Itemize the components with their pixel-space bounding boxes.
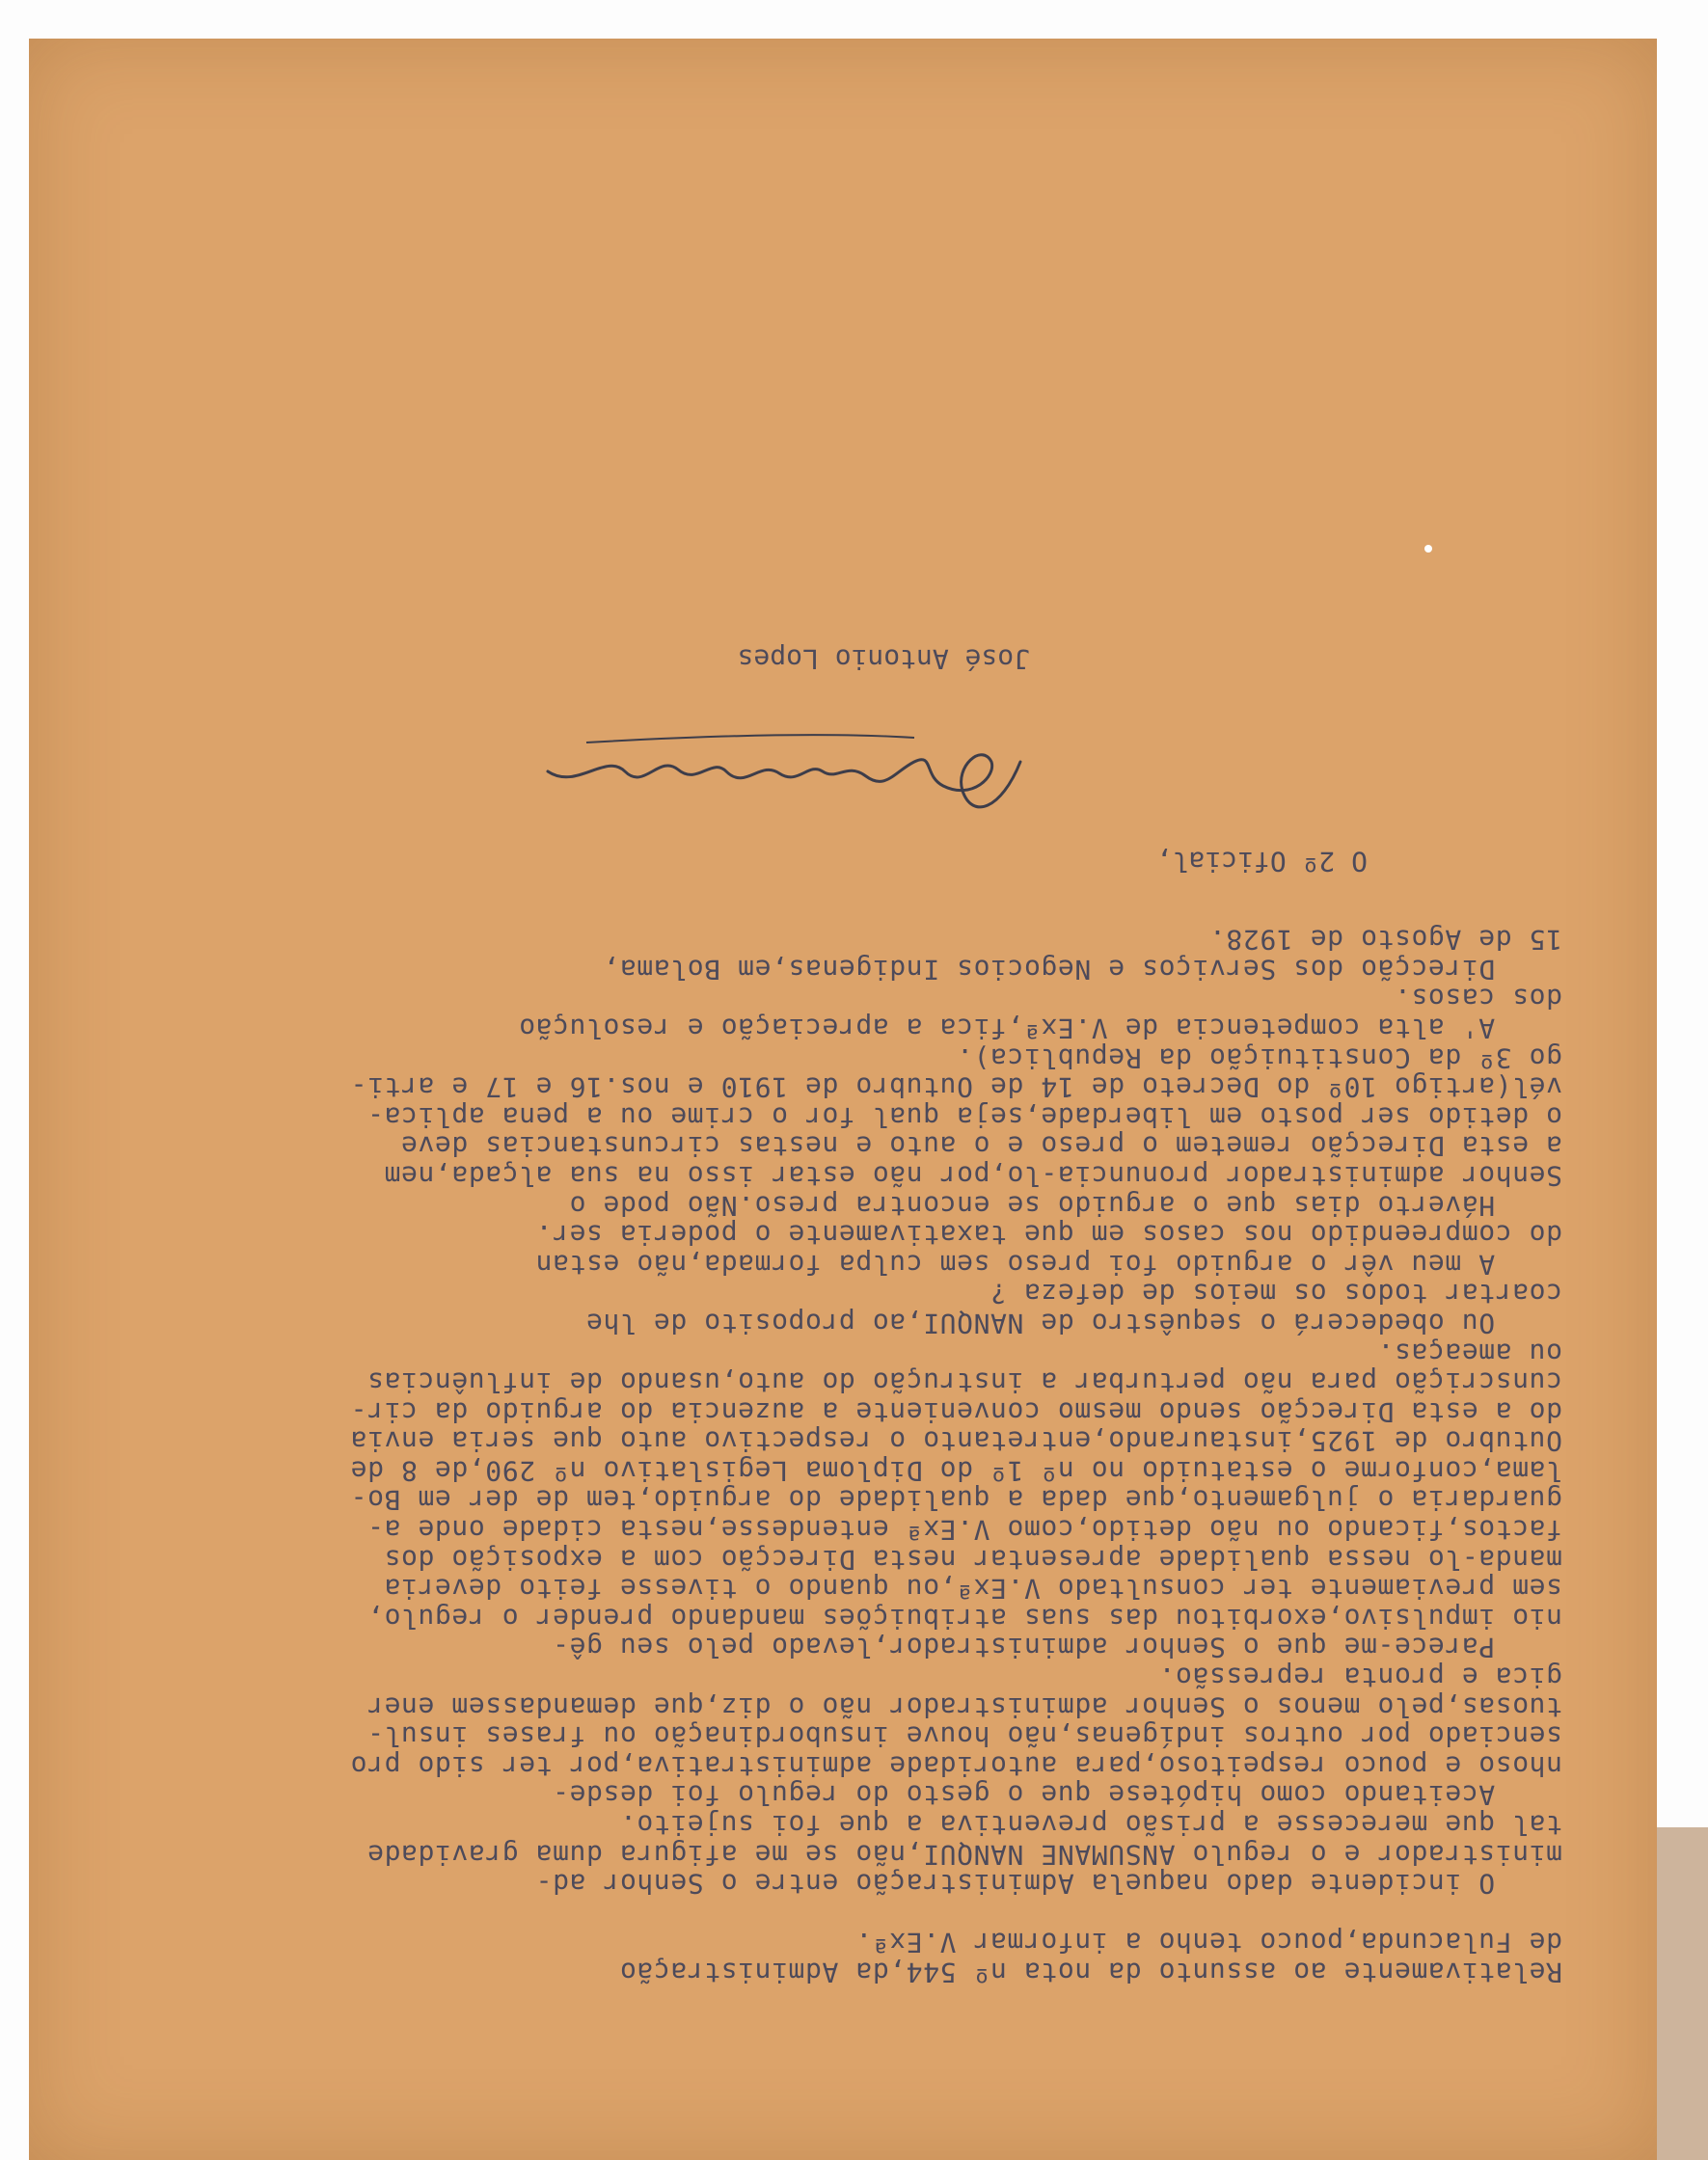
- text-line: lama,conforme o estatuido no nº 1º do Diploma Legislativo nº 290,de 8 de: [350, 1454, 1562, 1487]
- text-line: sem previamente ter consultado V.Exª,ou quando o tivesse feito deveria: [383, 1573, 1562, 1606]
- text-line: coartar todos os meios de defeza ?: [990, 1278, 1562, 1310]
- text-line: go 3º da Constituição da Republica).: [956, 1041, 1562, 1074]
- text-line: Direcção dos Serviços e Negocios Indigenas,em Bolama,: [602, 953, 1562, 986]
- letter-body: [58, 925, 1562, 1986]
- text-line: a esta Direcção remetem o preso e o auto e nestas circunstancias deve: [400, 1130, 1562, 1163]
- text-line: Ou obedecerá o sequêstro de NANQUI,ao proposito de lhe: [585, 1307, 1562, 1339]
- text-line: tal que merecesse a prisão preventiva a que foi sujeito.: [619, 1809, 1562, 1842]
- document-page: [29, 39, 1657, 2160]
- text-line: do compreendido nos casos em que taxativamente o poderia ser.: [535, 1219, 1562, 1252]
- text-line: de Fulacunda,pouco tenho a informar V.Exª.: [854, 1927, 1562, 1959]
- signatory-rank: O 2º Oficial,: [1155, 846, 1368, 878]
- handwritten-signature: [529, 714, 1030, 829]
- text-line: nio impulsivo,exorbitou das suas atribuições mandando prender o regulo,: [366, 1602, 1562, 1634]
- text-line: nhoso e pouco respeitoso,para autoridade administrativa,por ter sido pro: [350, 1749, 1562, 1782]
- paper-corner: [1649, 1827, 1708, 2160]
- text-line: do a esta Direcção sendo mesmo conveniente a auzencia do arguido da cir-: [350, 1395, 1562, 1428]
- text-line: vél(artigo 10º do Decreto de 14 de Outubro de 1910 e nos.16 e 17 e arti-: [350, 1071, 1562, 1104]
- text-line: A' alta competencia de V.Exª,fica a apreciação e resolução: [518, 1012, 1562, 1044]
- text-line: tuosas,pelo menos o Senhor administrador não o diz,que demandassem ener: [366, 1690, 1562, 1723]
- spacer: [58, 1898, 1562, 1928]
- text-line: A meu vêr o arguido foi preso sem culpa formada,não estan: [535, 1248, 1562, 1281]
- text-line: gica e pronta repressão.: [1158, 1661, 1562, 1694]
- text-line: dos casos.: [1394, 983, 1562, 1015]
- text-line: 15 de Agosto de 1928.: [1208, 924, 1562, 957]
- text-line: guardaria o julgamento,que dada a qualidade do arguido,tem de der em Bo-: [350, 1484, 1562, 1517]
- text-line: Parece-me que o Senhor administrador,levado pelo seu gê-: [552, 1632, 1562, 1664]
- text-line: Senhor administrador pronuncia-lo,por não estar isso na sua alçada,nem: [383, 1159, 1562, 1192]
- text-line: factos,ficando ou não detido,como V.Exª entendesse,nesta cidade onde a-: [366, 1514, 1562, 1547]
- text-line: senciado por outros indígenas,não houve insubordinação ou frases insul-: [366, 1720, 1562, 1753]
- text-line: ministrador e o regulo ANSUMANE NANQUI,não se me afigura duma gravidade: [366, 1838, 1562, 1871]
- text-line: O incidente dado naquela Administração entre o Senhor ad-: [535, 1868, 1562, 1901]
- text-line: o detido ser posto em liberdade,seja qual for o crime ou a pena aplica-: [366, 1100, 1562, 1133]
- text-line: manda-lo nessa qualidade apresentar nesta Direcção com a exposição dos: [383, 1543, 1562, 1576]
- rotated-content: [29, 39, 1657, 2160]
- text-line: Relativamente ao assunto da nota nº 544,da Administração: [619, 1957, 1562, 1988]
- text-line: Aceitando como hipótese que o gesto do regulo foi desde-: [552, 1779, 1562, 1812]
- signatory-name: José Antonio Lopes: [737, 643, 1030, 675]
- text-line: Háverto dias que o arguido se encontra preso.Não pode o: [569, 1189, 1562, 1222]
- text-line: cunscrição para não perturbar a instrução do auto,usando de influências: [366, 1366, 1562, 1399]
- text-line: ou ameaças.: [1376, 1336, 1562, 1369]
- text-line: Outubro de 1925,instaurando,entretanto o respectivo auto que seria envia: [350, 1425, 1562, 1458]
